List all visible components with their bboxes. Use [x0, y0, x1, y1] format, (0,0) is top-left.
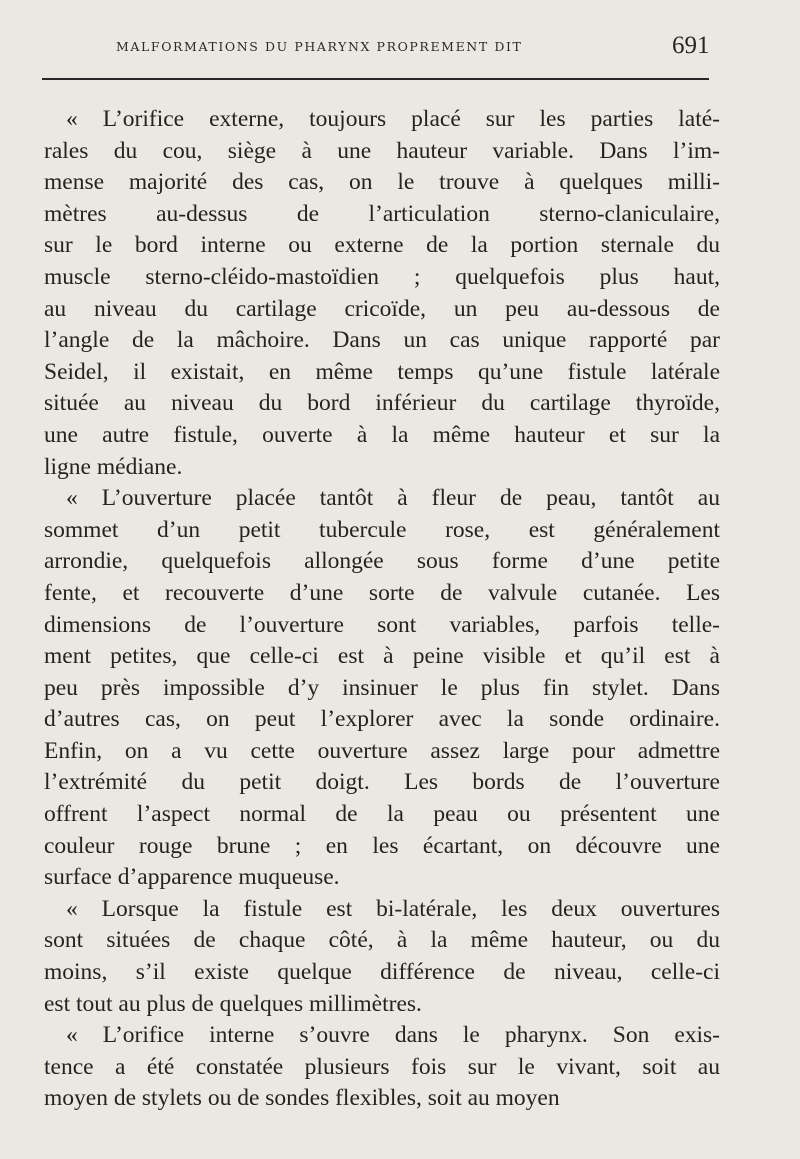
paragraph [44, 104, 720, 483]
text-line: fente, et recouverte d’une sorte de valvule cutanée. Les [44, 579, 720, 606]
text-line: ligne médiane. [44, 453, 183, 480]
text-line: située au niveau du bord inférieur du cartilage thyroïde, [44, 390, 720, 417]
text-line: moyen de stylets ou de sondes flexibles, soit au moyen [44, 1085, 560, 1112]
text-line: arrondie, quelquefois allongée sous forme d’une petite [44, 548, 720, 575]
text-line: rales du cou, siège à une hauteur variable. Dans l’im- [44, 137, 720, 164]
text-line: l’extrémité du petit doigt. Les bords de l’ouverture [44, 769, 720, 796]
text-line: moins, s’il existe quelque différence de niveau, celle-ci [44, 959, 720, 986]
text-line: l’angle de la mâchoire. Dans un cas unique rapporté par [44, 327, 720, 354]
paragraph [44, 483, 720, 894]
text-line: muscle sterno-cléido-mastoïdien ; quelquefois plus haut, [44, 263, 720, 290]
running-header [0, 30, 800, 70]
text-line: mense majorité des cas, on le trouve à quelques milli- [44, 169, 720, 196]
text-line: sur le bord interne ou externe de la portion sternale du [44, 232, 720, 259]
text-line: au niveau du cartilage cricoïde, un peu au-dessous de [44, 295, 720, 322]
running-title: MALFORMATIONS DU PHARYNX PROPREMENT DIT [116, 39, 523, 54]
text-line: « Lorsque la fistule est bi-latérale, les deux ouvertures [66, 895, 720, 922]
text-line: est tout au plus de quelques millimètres. [44, 990, 422, 1017]
body-text [44, 104, 720, 1115]
text-line: « L’ouverture placée tantôt à fleur de peau, tantôt au [66, 485, 720, 512]
header-rule [42, 78, 709, 80]
text-line: d’autres cas, on peut l’explorer avec la sonde ordinaire. [44, 706, 720, 733]
text-line: peu près impossible d’y insinuer le plus fin stylet. Dans [44, 674, 720, 701]
text-line: mètres au-dessus de l’articulation sterno-claniculaire, [44, 200, 720, 227]
paragraph [44, 1020, 720, 1115]
text-line: offrent l’aspect normal de la peau ou présentent une [44, 801, 720, 828]
text-line: Seidel, il existait, en même temps qu’une fistule latérale [44, 358, 720, 385]
page-number: 691 [672, 32, 710, 59]
text-line: Enfin, on a vu cette ouverture assez large pour admettre [44, 737, 720, 764]
text-line: surface d’apparence muqueuse. [44, 864, 340, 891]
text-line: sont situées de chaque côté, à la même hauteur, ou du [44, 927, 720, 954]
text-line: une autre fistule, ouverte à la même hauteur et sur la [44, 421, 720, 448]
paragraph [44, 894, 720, 1020]
text-line: « L’orifice externe, toujours placé sur les parties laté- [66, 106, 720, 132]
text-line: couleur rouge brune ; en les écartant, on découvre une [44, 832, 720, 859]
text-line: ment petites, que celle-ci est à peine visible et qu’il est à [44, 643, 720, 670]
text-line: tence a été constatée plusieurs fois sur le vivant, soit au [44, 1053, 720, 1080]
text-line: dimensions de l’ouverture sont variables, parfois telle- [44, 611, 720, 638]
text-line: sommet d’un petit tubercule rose, est généralement [44, 516, 720, 543]
text-line: « L’orifice interne s’ouvre dans le pharynx. Son exis- [66, 1022, 720, 1049]
